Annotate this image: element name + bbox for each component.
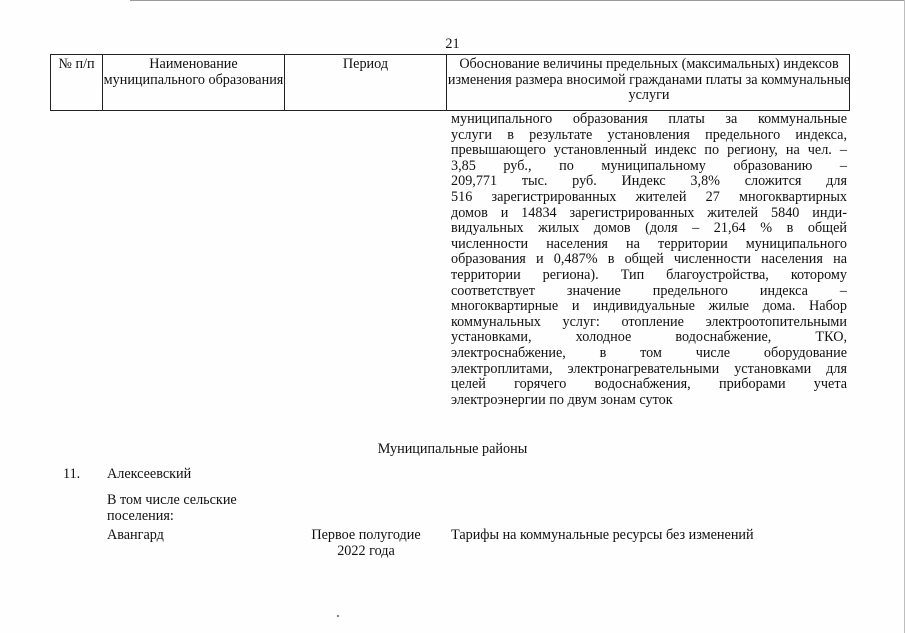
header-col-number: № п/п <box>58 56 95 72</box>
text-line: 3,85 руб., по муниципальному образованию – <box>451 157 847 174</box>
text-line: 516 зарегистрированных жителей 27 многоквартирных <box>451 188 847 205</box>
justification-continued-text <box>451 112 847 408</box>
section-title: Муниципальные районы <box>377 441 528 457</box>
header-col-period: Период <box>284 55 446 111</box>
text-line: целей горячего водоснабжения, приборами учета <box>451 376 847 393</box>
text-line: видуальных жилых домов (доля – 21,64 % в общей <box>451 220 847 237</box>
text-line: услуги в результате установления предельного индекса, <box>451 126 847 143</box>
text-line: муниципального образования платы за коммунальные <box>451 111 847 127</box>
text-line: коммунальных услуг: отопление электроотопительными <box>451 313 847 330</box>
table-header <box>50 54 850 111</box>
period-cell: Первое полугодие 2022 года <box>311 527 421 559</box>
page-number: 21 <box>445 36 460 52</box>
row-number: 11. <box>63 466 81 482</box>
text-line: превышающего установленный индекс по региону, на чел. – <box>451 142 847 159</box>
header-col-municipality: Наименование муниципального образования <box>102 55 284 111</box>
settlement-name: Авангард <box>107 527 164 543</box>
scan-speck <box>337 615 339 617</box>
text-line: соответствует значение предельного индекса – <box>451 282 847 299</box>
text-line: домов и 14834 зарегистрированных жителей 5840 инди- <box>451 204 847 221</box>
text-line: электроснабжение, в том числе оборудование <box>451 344 847 361</box>
text-line: многоквартирные и индивидуальные жилые дома. Набор <box>451 298 847 315</box>
municipality-name: Алексеевский <box>107 466 192 482</box>
text-line: образования и 0,487% в общей численности населения на <box>451 251 847 268</box>
text-line: численности населения на территории муниципального <box>451 235 847 252</box>
scan-edge-top <box>130 0 905 1</box>
text-line: установками, холодное водоснабжение, ТКО, <box>451 329 847 346</box>
including-settlements-label: В том числе сельские поселения: <box>107 492 237 524</box>
text-line: 209,771 тыс. руб. Индекс 3,8% сложится для <box>451 173 847 190</box>
text-line: территории региона). Тип благоустройства, которому <box>451 266 847 283</box>
text-line: электроплитами, электронагревательными установками для <box>451 360 847 377</box>
text-line: электроэнергии по двум зонам суток <box>451 391 673 408</box>
header-col-justification: Обоснование величины предельных (максимальных) индексов изменения размера вносимой гражданами платы за коммунальные услуги <box>446 55 851 111</box>
justification-cell: Тарифы на коммунальные ресурсы без изменений <box>451 527 754 543</box>
